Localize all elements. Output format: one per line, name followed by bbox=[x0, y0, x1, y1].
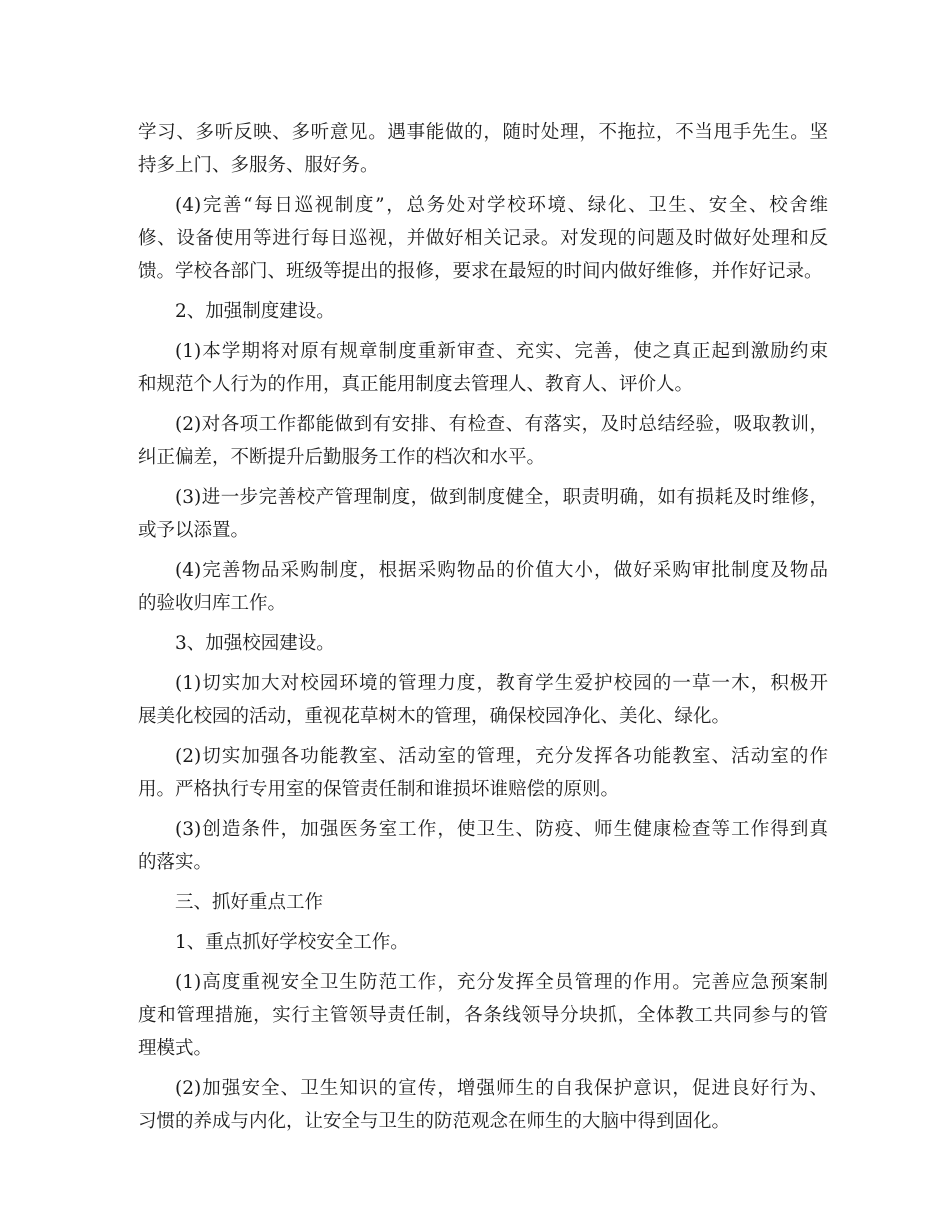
text-line: (2)切实加强各功能教室、活动室的管理，充分发挥各功能教室、活动室的作 bbox=[175, 746, 828, 767]
text-line: 3、加强校园建设。 bbox=[175, 633, 335, 654]
text-line: 的验收归库工作。 bbox=[138, 593, 287, 614]
paragraph bbox=[138, 813, 828, 879]
text-line: (1)切实加大对校园环境的管理力度，教育学生爱护校园的一草一木，积极开 bbox=[175, 673, 828, 694]
paragraph bbox=[138, 408, 828, 474]
section-heading bbox=[138, 886, 828, 919]
text-line: 展美化校园的活动，重视花草树木的管理，确保校园净化、美化、绿化。 bbox=[138, 706, 731, 727]
text-line: 或予以添置。 bbox=[138, 520, 250, 541]
text-line: 学习、多听反映、多听意见。遇事能做的，随时处理，不拖拉，不当甩手先生。坚 bbox=[138, 122, 828, 143]
text-line: (1)本学期将对原有规章制度重新审查、充实、完善，使之真正起到激励约束 bbox=[175, 341, 828, 362]
paragraph bbox=[138, 116, 828, 182]
text-line: 三、抓好重点工作 bbox=[175, 892, 324, 913]
text-line: (2)加强安全、卫生知识的宣传，增强师生的自我保护意识，促进良好行为、 bbox=[175, 1078, 828, 1099]
paragraph bbox=[138, 189, 828, 288]
text-line: 的落实。 bbox=[138, 852, 213, 873]
text-line: 习惯的养成与内化，让安全与卫生的防范观念在师生的大脑中得到固化。 bbox=[138, 1111, 731, 1132]
section-heading bbox=[138, 295, 828, 328]
paragraph bbox=[138, 740, 828, 806]
text-line: (4)完善物品采购制度，根据采购物品的价值大小，做好采购审批制度及物品 bbox=[175, 560, 828, 581]
text-line: (2)对各项工作都能做到有安排、有检查、有落实，及时总结经验，吸取教训， bbox=[175, 414, 828, 435]
text-line: 馈。学校各部门、班级等提出的报修，要求在最短的时间内做好维修，并作好记录。 bbox=[138, 261, 823, 282]
text-line: 用。严格执行专用室的保管责任制和谁损坏谁赔偿的原则。 bbox=[138, 779, 620, 800]
document-body bbox=[138, 116, 828, 1145]
text-line: 理模式。 bbox=[138, 1038, 213, 1059]
text-line: (1)高度重视安全卫生防范工作，充分发挥全员管理的作用。完善应急预案制 bbox=[175, 972, 828, 993]
text-line: (3)创造条件，加强医务室工作，使卫生、防疫、师生健康检查等工作得到真 bbox=[175, 819, 828, 840]
section-heading bbox=[138, 627, 828, 660]
text-line: 2、加强制度建设。 bbox=[175, 301, 335, 322]
paragraph bbox=[138, 667, 828, 733]
text-line: 和规范个人行为的作用，真正能用制度去管理人、教育人、评价人。 bbox=[138, 374, 694, 395]
text-line: 纠正偏差，不断提升后勤服务工作的档次和水平。 bbox=[138, 447, 546, 468]
paragraph bbox=[138, 1072, 828, 1138]
text-line: (4)完善“每日巡视制度”，总务处对学校环境、绿化、卫生、安全、校舍维 bbox=[175, 195, 828, 216]
paragraph bbox=[138, 554, 828, 620]
text-line: 1、重点抓好学校安全工作。 bbox=[175, 932, 409, 953]
paragraph bbox=[138, 335, 828, 401]
section-heading bbox=[138, 926, 828, 959]
text-line: 度和管理措施，实行主管领导责任制，各条线领导分块抓，全体教工共同参与的管 bbox=[138, 1005, 828, 1026]
text-line: 持多上门、多服务、服好务。 bbox=[138, 155, 379, 176]
text-line: (3)进一步完善校产管理制度，做到制度健全，职责明确，如有损耗及时维修， bbox=[175, 487, 828, 508]
paragraph bbox=[138, 481, 828, 547]
paragraph bbox=[138, 966, 828, 1065]
text-line: 修、设备使用等进行每日巡视，并做好相关记录。对发现的问题及时做好处理和反 bbox=[138, 228, 828, 249]
